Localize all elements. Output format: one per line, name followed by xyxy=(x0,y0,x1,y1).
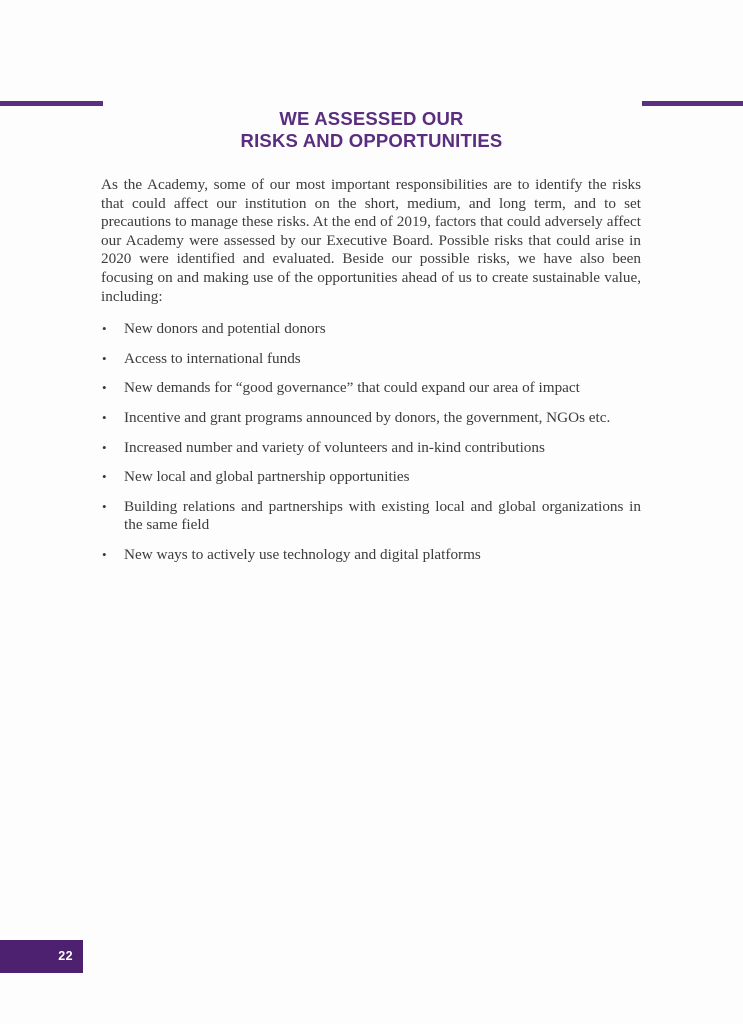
bullet-icon: • xyxy=(102,350,107,366)
list-item xyxy=(101,379,641,398)
page-number: 22 xyxy=(58,949,73,963)
bullet-icon: • xyxy=(102,321,107,337)
header-rule-right xyxy=(642,101,743,106)
bullet-icon: • xyxy=(102,546,107,562)
list-item xyxy=(101,468,641,487)
list-item-label: Building relations and partnerships with existing local and global organizations in the same field xyxy=(124,497,641,534)
bullet-icon: • xyxy=(102,498,107,514)
page-title-line-1: WE ASSESSED OUR xyxy=(279,108,464,130)
bullet-icon: • xyxy=(102,439,107,455)
page-title xyxy=(0,108,743,151)
opportunities-list xyxy=(101,320,641,564)
header-rule-left xyxy=(0,101,103,106)
list-item-label: New local and global partnership opportunities xyxy=(124,468,410,486)
list-item xyxy=(101,498,641,535)
list-item xyxy=(101,320,641,339)
list-item-label: Increased number and variety of volunteers and in-kind contributions xyxy=(124,438,545,456)
page-title-line-2: RISKS AND OPPORTUNITIES xyxy=(240,129,503,151)
content-body xyxy=(101,176,641,565)
list-item-label: New ways to actively use technology and digital platforms xyxy=(124,545,481,563)
list-item-label: Access to international funds xyxy=(124,349,301,367)
page-number-block xyxy=(0,940,83,973)
list-item xyxy=(101,439,641,458)
list-item-label: Incentive and grant programs announced by donors, the government, NGOs etc. xyxy=(124,408,611,426)
list-item xyxy=(101,546,641,565)
bullet-icon: • xyxy=(102,380,107,396)
list-item xyxy=(101,350,641,369)
bullet-icon: • xyxy=(102,409,107,425)
bullet-icon: • xyxy=(102,469,107,485)
list-item-label: New donors and potential donors xyxy=(124,320,326,338)
list-item xyxy=(101,409,641,428)
intro-paragraph: As the Academy, some of our most important responsibilities are to identify the risks that could affect our institution on the short, medium, and long term, and to set precautions to manage these risks. At the end of 2019, factors that could adversely affect our Academy were assessed by our Executive Board. Possible risks that could arise in 2020 were identified and evaluated. Beside our possible risks, we have also been focusing on and making use of the opportunities ahead of us to create sustainable value, including: xyxy=(101,176,641,305)
list-item-label: New demands for “good governance” that could expand our area of impact xyxy=(124,379,580,397)
